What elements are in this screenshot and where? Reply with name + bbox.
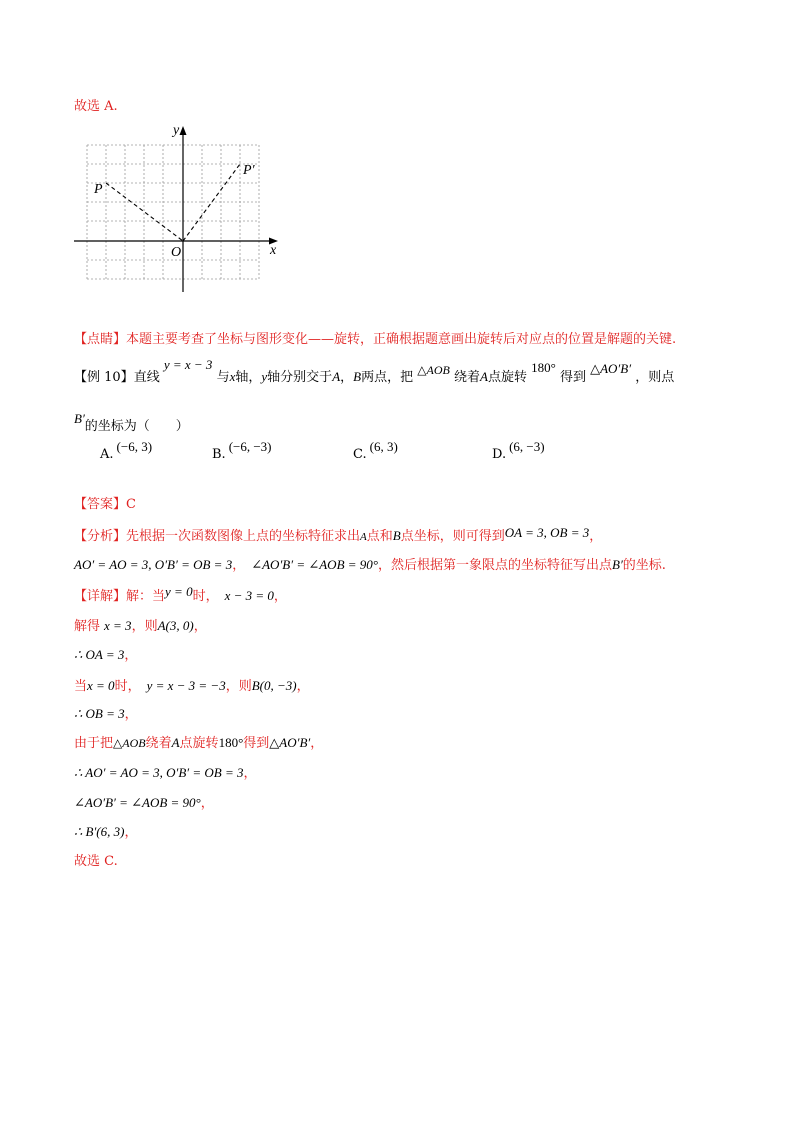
axes (74, 130, 273, 292)
math-eq: ∠AO′B′ = ∠AOB = 90° (251, 557, 378, 572)
example-text: 轴， (235, 370, 262, 385)
detail-text: 绕着 (145, 736, 172, 751)
segment-op-prime (183, 164, 240, 241)
detail-text: ， (243, 766, 257, 781)
math-eq: ∴ OA = 3 (74, 647, 125, 662)
analysis-line1 (74, 527, 602, 546)
analysis-text: ， (232, 558, 246, 573)
example-text: 两点，把 (361, 370, 414, 385)
point-p-prime-label: P′ (243, 163, 255, 178)
final-choice-a: 故选 A. (74, 99, 118, 114)
analysis-text: 先根据一次函数图像上点的坐标特征求出 (126, 529, 361, 544)
detail-text: ，则 (225, 679, 252, 694)
example-text: 绕着 (453, 370, 480, 385)
origin-label: O (171, 245, 182, 260)
answer-value: C (126, 497, 136, 512)
rotation-degree: 180° (531, 360, 556, 375)
math-var: A (479, 369, 488, 384)
detail-line5 (74, 705, 138, 724)
dianjing-tag: 【点睛】 (74, 332, 127, 347)
detail-line1 (74, 584, 287, 606)
option-letter: D. (492, 447, 507, 462)
triangle-ao-prime-b-prime: △AO′B′ (269, 735, 311, 750)
detail-text: 由于把 (74, 736, 114, 751)
analysis-line2 (74, 556, 666, 575)
example-text: 的坐标为（ ） (84, 419, 189, 434)
final-choice-c: 故选 C. (74, 854, 118, 869)
math-eq: y = 0 (165, 584, 193, 599)
example-question-line2 (74, 411, 189, 436)
math-var: A (360, 531, 367, 543)
math-eq: OA = 3, OB = 3 (504, 525, 590, 540)
option-d (492, 439, 545, 462)
math-eq: B(0, −3) (251, 678, 297, 693)
math-eq: ∴ AO′ = AO = 3, O′B′ = OB = 3 (74, 765, 244, 780)
answer (74, 496, 136, 514)
option-value: (−6, 3) (116, 439, 153, 454)
analysis-text: ，然后根据第一象限点的坐标特征写出点 (377, 558, 612, 573)
analysis-text: 点坐标，则可得到 (400, 529, 505, 544)
segment-op (106, 183, 183, 241)
point-p-label: P (94, 182, 103, 197)
detail-text: 得到 (243, 736, 270, 751)
segments (106, 164, 240, 241)
detail-text: 点旋转 (179, 736, 219, 751)
detail-text: ， (296, 679, 310, 694)
detail-text: ， (124, 707, 138, 722)
y-axis-label: y (173, 123, 180, 138)
analysis-text: 的坐标. (622, 558, 666, 573)
triangle-aob: △AOB (417, 363, 450, 377)
example-text: 点旋转 (487, 370, 527, 385)
detail-text: 时， (192, 589, 219, 604)
detail-text: ， (200, 796, 214, 811)
detail-tag: 【详解】 (74, 589, 127, 604)
option-value: (6, −3) (509, 439, 545, 454)
example-text: 得到 (559, 370, 586, 385)
triangle-aob: △AOB (113, 736, 146, 750)
example-text: 直线 (133, 370, 160, 385)
detail-text: 时， (114, 679, 141, 694)
math-eq: y = x − 3 = −3 (146, 678, 226, 693)
math-eq: AO′ = AO = 3, O′B′ = OB = 3 (74, 557, 233, 572)
detail-line6 (74, 734, 323, 753)
point-b-prime: B′ (74, 411, 85, 426)
y-axis-arrow (180, 126, 187, 135)
answer-tag: 【答案】 (74, 497, 127, 512)
option-letter: C. (353, 447, 367, 462)
detail-line7 (74, 764, 257, 783)
math-var: x (229, 369, 236, 384)
detail-text: 解：当 (126, 589, 166, 604)
example-tag: 【例 10】 (74, 370, 134, 385)
detail-line8 (74, 794, 214, 813)
math-var: y (261, 369, 268, 384)
option-c (353, 439, 398, 462)
analysis-text: 点和 (366, 529, 393, 544)
line-equation: y = x − 3 (163, 357, 213, 372)
coordinate-figure (70, 122, 290, 297)
math-var: B (353, 369, 362, 384)
detail-text: ， (124, 648, 138, 663)
triangle-ao-prime-b-prime: △AO′B′ (590, 361, 632, 376)
dianjing-text: 本题主要考查了坐标与图形变化——旋转，正确根据题意画出旋转后对应点的位置是解题的关键. (126, 332, 677, 347)
detail-text: ， (193, 619, 207, 634)
example-question (74, 357, 675, 387)
detail-text: 解得 (74, 619, 101, 634)
example-text: 与 (216, 370, 230, 385)
analysis-text: ， (589, 529, 603, 544)
dianjing-paragraph (74, 331, 676, 349)
option-b (212, 439, 272, 462)
math-eq: x = 0 (87, 678, 115, 693)
rotation-degree: 180° (218, 735, 244, 750)
example-text: ， (340, 370, 354, 385)
detail-text: ，则 (131, 619, 158, 634)
analysis-tag: 【分析】 (74, 529, 127, 544)
math-eq: ∴ OB = 3 (74, 706, 125, 721)
option-letter: B. (212, 447, 226, 462)
math-eq: x = 3 (104, 618, 132, 633)
detail-line4 (74, 677, 310, 696)
math-eq: ∠AO′B′ = ∠AOB = 90° (74, 795, 201, 810)
math-var: B′ (612, 557, 623, 572)
detail-line3 (74, 646, 137, 665)
x-axis-label: x (270, 243, 277, 258)
option-a (100, 439, 153, 462)
detail-text: 当 (74, 679, 88, 694)
option-value: (6, 3) (369, 439, 398, 454)
detail-line2 (74, 617, 207, 636)
math-eq: x − 3 = 0 (224, 588, 274, 603)
detail-text: ， (310, 736, 324, 751)
math-var: A (171, 735, 180, 750)
math-var: A (332, 369, 341, 384)
math-eq: A(3, 0) (157, 618, 194, 633)
option-letter: A. (100, 447, 114, 462)
example-text: ，则点 (635, 370, 675, 385)
detail-text: ， (273, 589, 287, 604)
math-var: B (392, 528, 401, 543)
option-value: (−6, −3) (228, 439, 272, 454)
math-eq: ∴ B′(6, 3) (74, 824, 125, 839)
example-text: 轴分别交于 (267, 370, 333, 385)
detail-text: ， (124, 825, 138, 840)
detail-line9 (74, 823, 137, 842)
